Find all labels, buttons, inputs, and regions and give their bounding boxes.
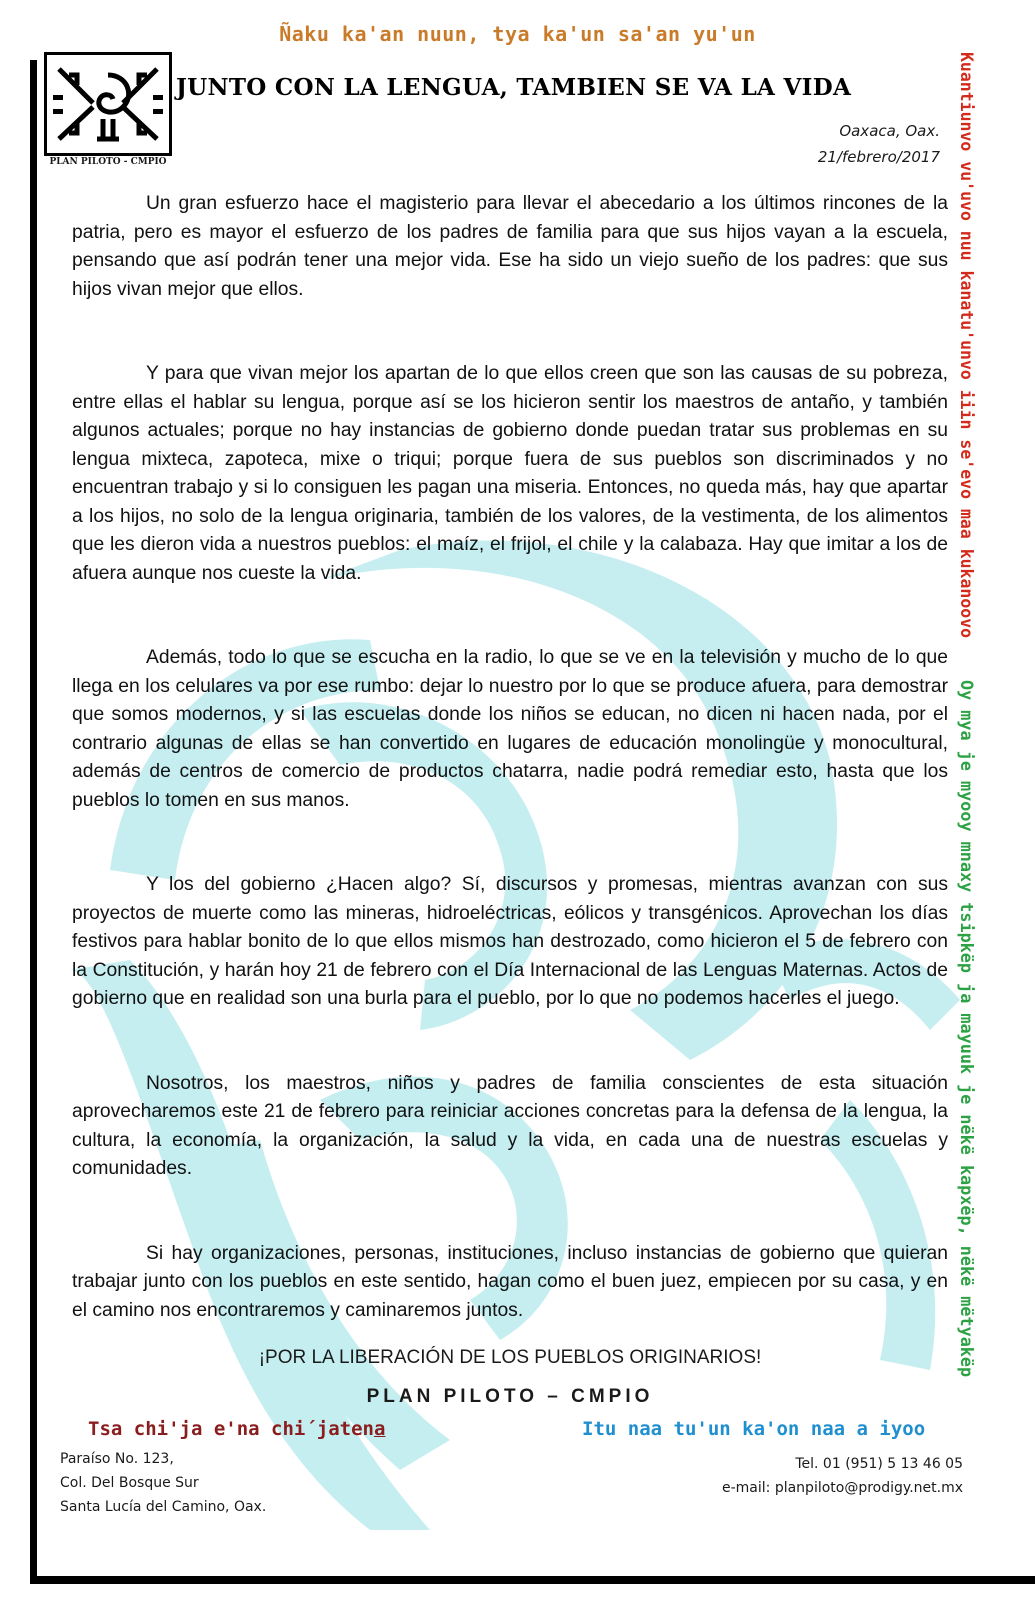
paragraph: Un gran esfuerzo hace el magisterio para llevar el abecedario a los últimos rincones de la patria, pero es mayor el esfuerzo de los padres de familia para que sus hijos vayan a la escuela, pensando que así podrán tener una mejor vida. Ese ha sido un viejo sueño de los padres: que sus hijos vivan mejor que ellos. (72, 193, 948, 300)
page-frame-left (30, 60, 37, 1582)
postal-address (60, 1447, 266, 1519)
address-line: Santa Lucía del Camino, Oax. (60, 1499, 267, 1515)
fret-logo-icon (47, 55, 169, 153)
paragraph: Además, todo lo que se escucha en la radio, lo que se ve en la televisión y mucho de lo que llega en los celulares va por ese rumbo: dejar lo nuestro por lo que se produce afuera, para demostrar que somos modernos, y si las escuelas donde los niños se educan, no dicen ni hacen nada, por el contrario algunas de ellas se han convertido en lugares de educación monolingüe y monocultural, además de centros de comercio de productos chatarra, nadie podrá remediar esto, hasta que los pueblos lo tomen en sus manos. (72, 647, 948, 811)
address-line: Paraíso No. 123, (60, 1451, 174, 1467)
side-motto-green: Oy mya je myooy mnaxy tsipkëp ja mayuuk je nëkë kapxëp, nëkë mëtyakëp (957, 680, 977, 1378)
plan-piloto-logo (44, 52, 172, 156)
contact-info (722, 1452, 963, 1500)
footer-motto-left-end: a (373, 1418, 386, 1440)
logo-caption: PLAN PILOTO - CMPIO (49, 157, 167, 167)
footer-motto-right: Itu naa tu'un ka'on naa a iyoo (582, 1418, 926, 1440)
paragraph: Y para que vivan mejor los apartan de lo que ellos creen que son las causas de su pobreza, entre ellas el hablar su lengua, porque así se los hicieron sentir los maestros de antaño, y también algunos actuales; porque no hay instancias de gobierno donde puedan tratar sus problemas en su lengua mixteca, zapoteca, mixe o triqui; porque fuera de sus pueblos son discriminados y no encuentran trabajo y si lo consiguen les pagan una miseria. Entonces, no queda más, hay que apartar a los hijos, no solo de la lengua originaria, también de los valores, de la vestimenta, de los alimentos que les dieron vida a nuestros pueblos: el maíz, el frijol, el chile y la calabaza. Hay que imitar a los de afuera aunque nos cueste la vida. (72, 363, 948, 584)
page-title: JUNTO CON LA LENGUA, TAMBIEN SE VA LA VIDA (176, 74, 852, 101)
closing-slogan: ¡POR LA LIBERACIÓN DE LOS PUEBLOS ORIGINARIOS! (258, 1347, 762, 1368)
paragraph: Y los del gobierno ¿Hacen algo? Sí, discursos y promesas, mientras avanzan con sus proyectos de muerte como las mineras, hidroeléctricas, eólicos y transgénicos. Aprovechan los días festivos para hablar bonito de lo que ellos mismos han destrozado, como hicieron el 5 de febrero con la Constitución, y harán hoy 21 de febrero con el Día Internacional de las Lenguas Maternas. Actos de gobierno que en realidad son una burla para el pueblo, por lo que no podemos hacerles el juego. (72, 874, 948, 1009)
paragraph: Si hay organizaciones, personas, instituciones, incluso instancias de gobierno que quieran trabajar junto con los pueblos en este sentido, hagan como el buen juez, empiecen por su casa, y en el camino nos encontraremos y caminaremos juntos. (72, 1242, 948, 1321)
place-line: Oaxaca, Oax. (839, 122, 940, 140)
letter-body (72, 190, 948, 1325)
side-motto-red: Kuantiunvo vu'uvo nuu kanatu'unvo iiin se'evo maa kukanoovo (957, 52, 976, 639)
page-frame-bottom (30, 1576, 1035, 1584)
footer-motto-left-main: Tsa chi'ja e'na chi´jaten (88, 1418, 374, 1440)
address-line: Col. Del Bosque Sur (60, 1475, 199, 1491)
footer-motto-left (88, 1418, 385, 1440)
phone-number: Tel. 01 (951) 5 13 46 05 (795, 1456, 963, 1472)
email-address: e-mail: planpiloto@prodigy.net.mx (722, 1480, 963, 1496)
top-motto: Ñaku ka'an nuun, tya ka'un sa'an yu'un (279, 22, 756, 46)
paragraph: Nosotros, los maestros, niños y padres de familia conscientes de esta situación aprovecharemos este 21 de febrero para reiniciar acciones concretas para la defensa de la lengua, la cultura, la economía, la organización, la salud y la vida, en cada una de nuestras escuelas y comunidades. (72, 1072, 948, 1179)
date-line: 21/febrero/2017 (817, 148, 940, 166)
organization-name: PLAN PILOTO – CMPIO (366, 1386, 654, 1407)
